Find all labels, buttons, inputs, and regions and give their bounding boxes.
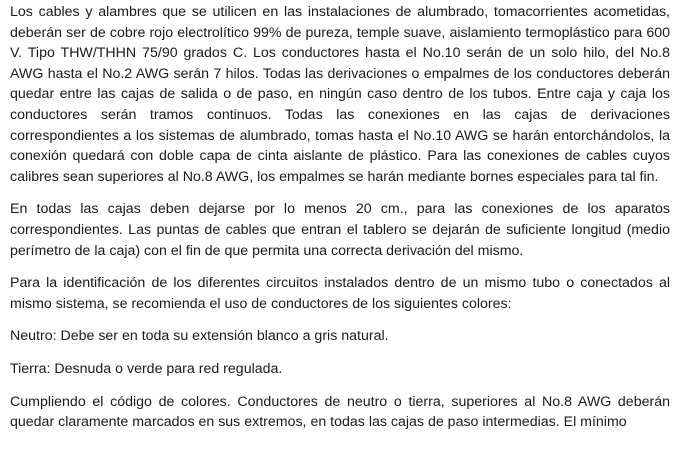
paragraph-cajas: En todas las cajas deben dejarse por lo menos 20 cm., para las conexiones de los aparatos correspondientes. Las puntas de cables que entran el tablero se dejarán de suficiente longitud (medio perímetro de la caja) con el fin de que permita una correcta derivación del mismo. [10, 201, 670, 259]
paragraph-tierra: Tierra: Desnuda o verde para red regulada. [10, 360, 283, 377]
document-body [10, 2, 670, 445]
paragraph-cables-specs: Los cables y alambres que se utilicen en las instalaciones de alumbrado, tomacorrientes acometidas, deberán ser de cobre rojo electrolítico 99% de pureza, temple suave, aislamiento termoplástico para 600 V. Tipo THW/THHN 75/90 grados C. Los conductores hasta el No.10 serán de un solo hilo, del No.8 AWG hasta el No.2 AWG serán 7 hilos. Todas las derivaciones o empalmes de los conductores deberán quedar entre las cajas de salida o de paso, en ningún caso dentro de los tubos. Entre caja y caja los conductores serán tramos continuos. Todas las conexiones en las cajas de derivaciones correspondientes a los sistemas de alumbrado, tomas hasta el No.10 AWG se harán entorchándolos, la conexión quedará con doble capa de cinta aislante de plástico. Para las conexiones de cables cuyos calibres sean superiores al No.8 AWG, los empalmes se harán mediante bornes especiales para tal fin. [10, 4, 670, 185]
paragraph-identificacion: Para la identificación de los diferentes circuitos instalados dentro de un mismo tubo o conectados al mismo sistema, se recomienda el uso de conductores de los siguientes colores: [10, 275, 670, 312]
paragraph-neutro: Neutro: Debe ser en toda su extensión blanco a gris natural. [10, 328, 389, 345]
paragraph-codigo-colores: Cumpliendo el código de colores. Conductores de neutro o tierra, superiores al No.8 AWG deberán quedar claramente marcados en sus extremos, en todas las cajas de paso intermedias. El mínimo [10, 393, 670, 431]
